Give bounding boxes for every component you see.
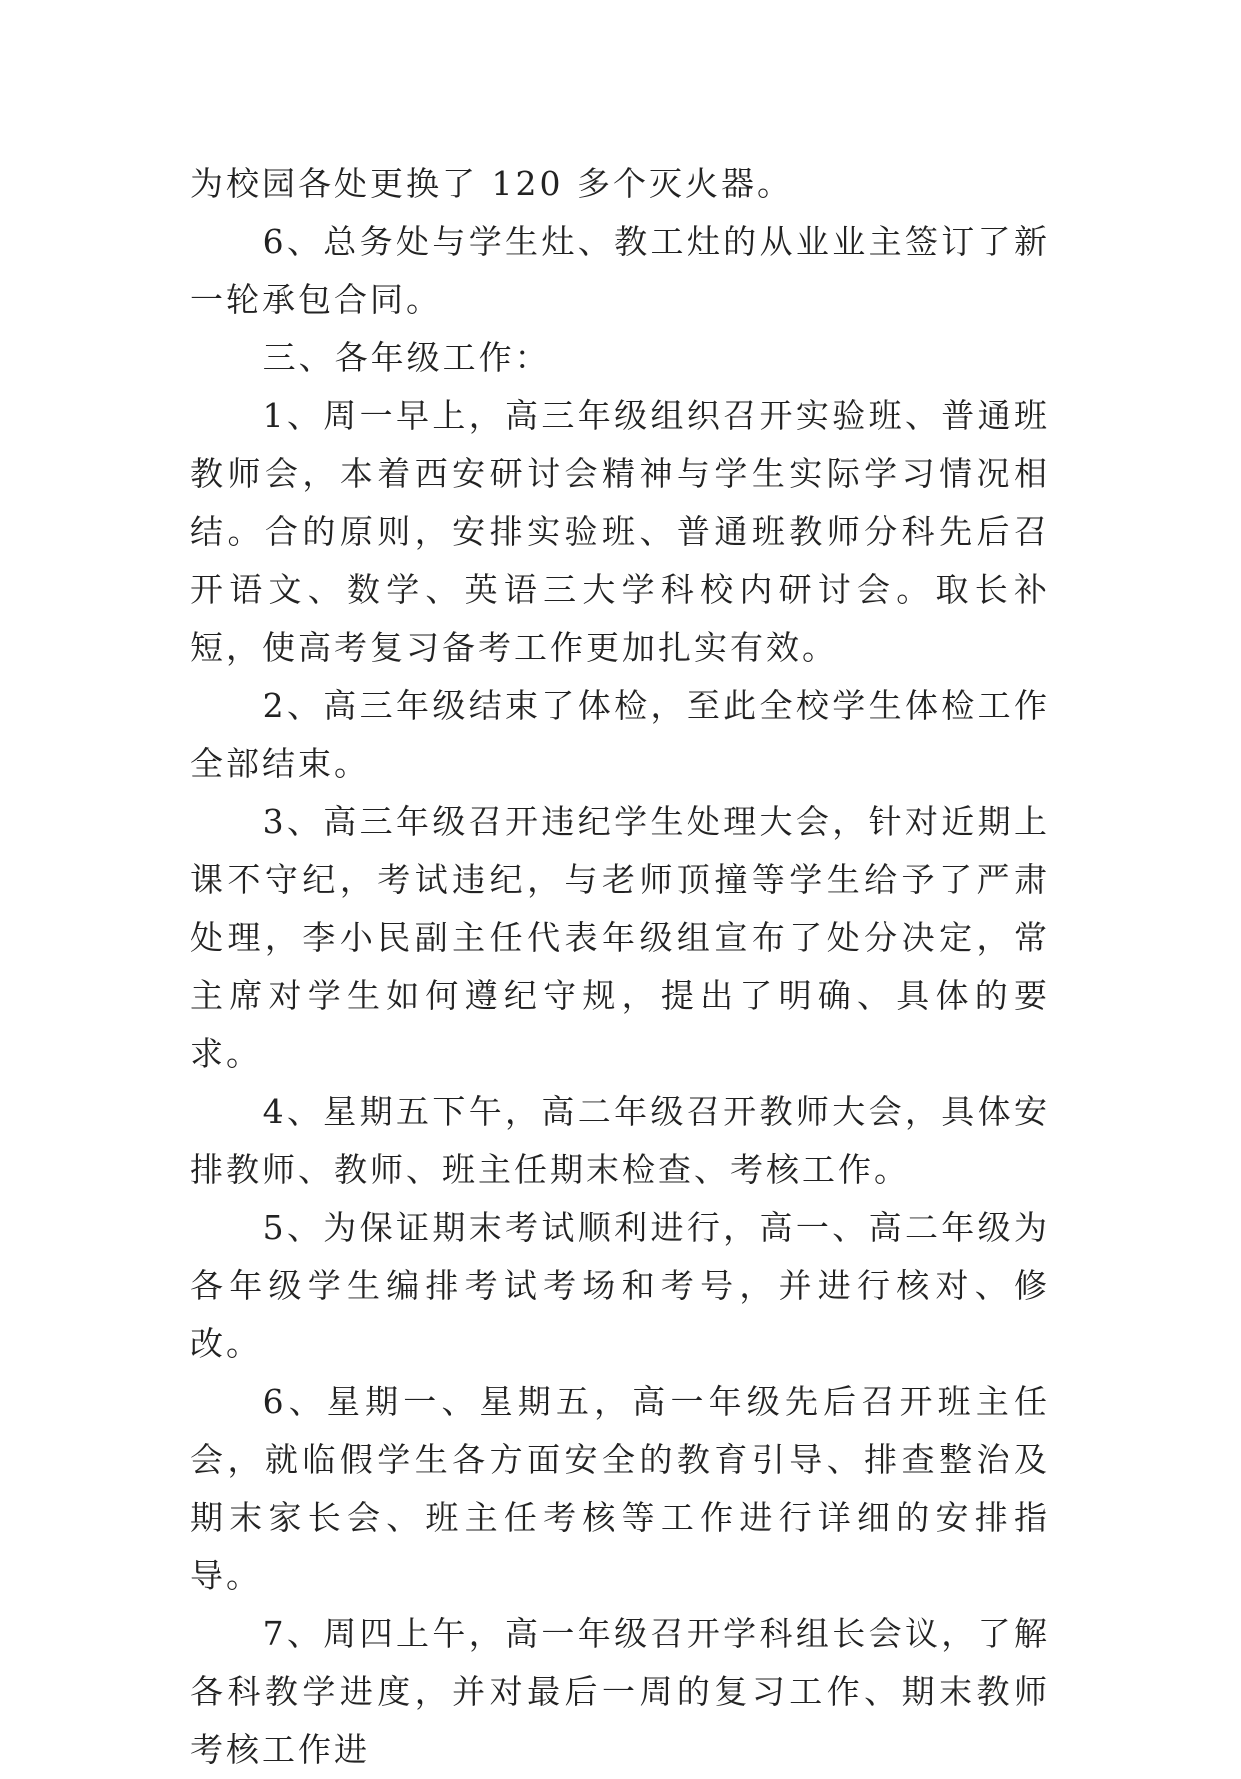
- paragraph-continuation: 为校园各处更换了 120 多个灭火器。: [190, 164, 793, 203]
- paragraph-item-1: 1、周一早上，高三年级组织召开实验班、普通班教师会，本着西安研讨会精神与学生实际学习情况相结。合的原则，安排实验班、普通班教师分科先后召开语文、数学、英语三大学科校内研讨会。取长补短，使高考复习备考工作更加扎实有效。: [190, 396, 1050, 667]
- paragraph-item-6: 6、星期一、星期五，高一年级先后召开班主任会，就临假学生各方面安全的教育引导、排查整治及期末家长会、班主任考核等工作进行详细的安排指导。: [190, 1382, 1050, 1595]
- paragraph-item-7: 7、周四上午，高一年级召开学科组长会议，了解各科教学进度，并对最后一周的复习工作、期末教师考核工作进: [190, 1614, 1050, 1769]
- paragraph-item-6-general-affairs: 6、总务处与学生灶、教工灶的从业业主签订了新一轮承包合同。: [190, 222, 1050, 319]
- section-heading-grade-work: 三、各年级工作：: [262, 338, 551, 377]
- paragraph-item-4: 4、星期五下午，高二年级召开教师大会，具体安排教师、教师、班主任期末检查、考核工作。: [190, 1092, 1050, 1189]
- paragraph-item-5: 5、为保证期末考试顺利进行，高一、高二年级为各年级学生编排考试考场和考号，并进行核对、修改。: [190, 1208, 1050, 1363]
- document-body: [190, 155, 1050, 1779]
- paragraph-item-3: 3、高三年级召开违纪学生处理大会，针对近期上课不守纪，考试违纪，与老师顶撞等学生给予了严肃处理，李小民副主任代表年级组宣布了处分决定，常主席对学生如何遵纪守规，提出了明确、具体的要求。: [190, 802, 1050, 1073]
- paragraph-item-2: 2、高三年级结束了体检，至此全校学生体检工作全部结束。: [190, 686, 1050, 783]
